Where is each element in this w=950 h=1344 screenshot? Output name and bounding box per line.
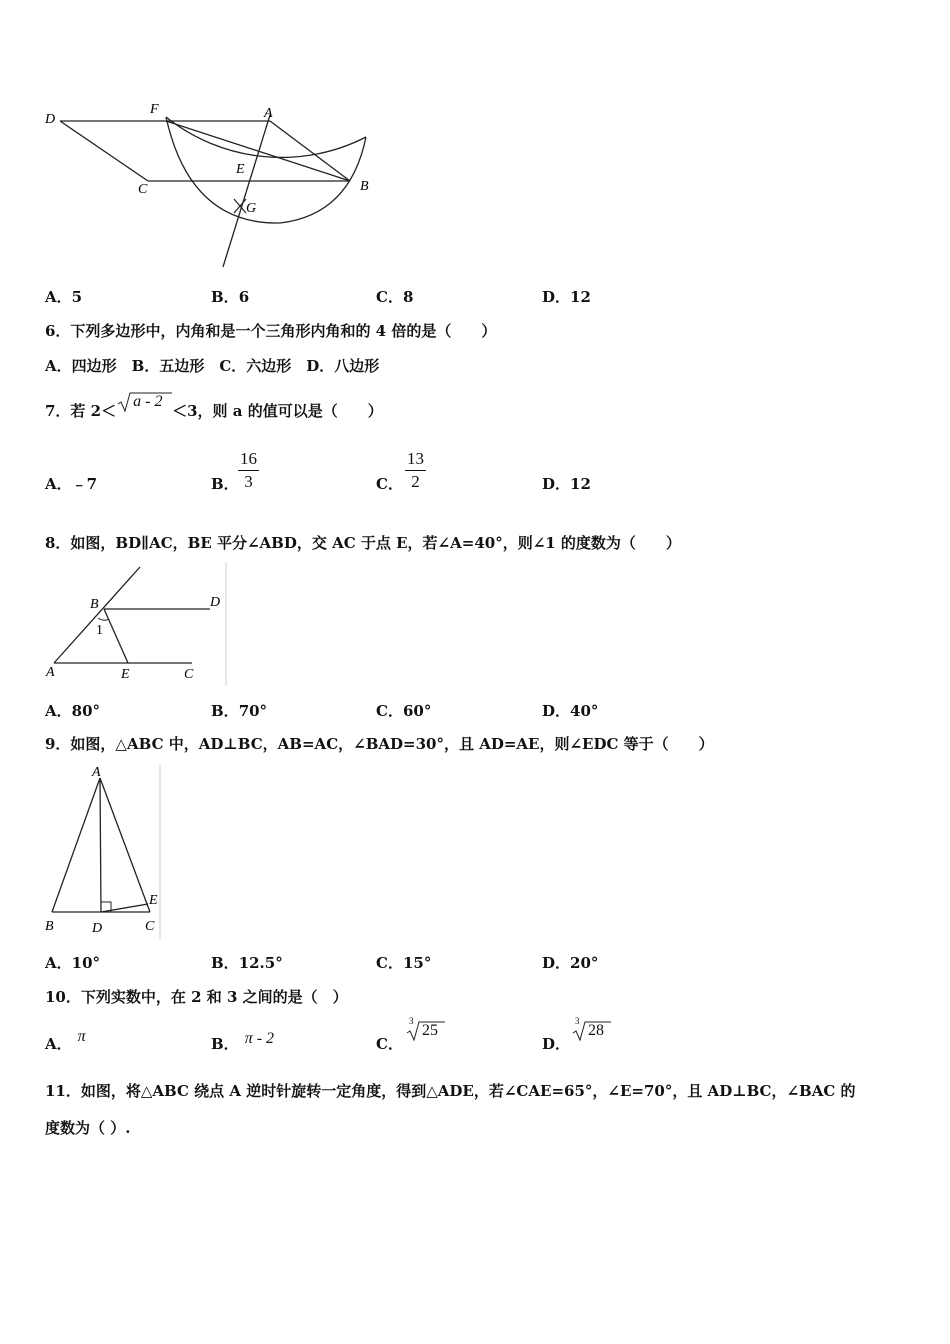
q8-option-d: D．40° xyxy=(542,702,599,720)
q5-line-FB xyxy=(166,121,350,181)
q8-option-a: A．80° xyxy=(45,702,101,720)
q10-option-b: B． π - 2 xyxy=(211,1030,275,1053)
q9-line-DE xyxy=(101,904,148,912)
q7-option-c-fraction: $\frac{13}{2}$ xyxy=(407,449,424,491)
q10-option-a: A． π xyxy=(45,1028,86,1053)
q5-label-G: G xyxy=(246,201,257,216)
q11-stem-line1: 11．如图，将△ABC 绕点 A 逆时针旋转一定角度，得到△ADE，若∠CAE=65°，∠E=70°，且 AD⊥BC，∠BAC 的 xyxy=(45,1082,856,1100)
q9-stem: 9．如图，△ABC 中，AD⊥BC，AB=AC，∠BAD=30°，且 AD=AE，则∠EDC 等于（ ） xyxy=(45,735,714,753)
q9-figure xyxy=(40,764,165,939)
q9-label-D: D xyxy=(92,921,103,936)
q8-stem: 8．如图，BD∥AC，BE 平分∠ABD，交 AC 于点 E，若∠A=40°，则∠1 的度数为（ ） xyxy=(45,534,681,552)
q10-option-d: D． xyxy=(542,1035,571,1053)
q6-options: A．四边形 B．五边形 C．六边形 D．八边形 xyxy=(45,357,380,375)
q5-figure xyxy=(40,95,380,275)
q8-label-1: 1 xyxy=(96,623,103,638)
q9-line-AB xyxy=(52,778,100,912)
q9-label-A: A xyxy=(92,765,101,780)
q11-stem-line2: 度数为（ ）. xyxy=(45,1119,131,1137)
q5-option-a: A．5 xyxy=(45,288,83,306)
q9-option-c: C．15° xyxy=(376,954,432,972)
sqrt-icon: a - 2 xyxy=(116,391,172,413)
q8-label-B: B xyxy=(90,597,99,612)
q9-option-a: A．10° xyxy=(45,954,101,972)
q10-option-c-cuberoot: 3 25 xyxy=(405,1018,445,1044)
q7-option-d: D．12 xyxy=(542,475,591,493)
q9-option-b: B．12.5° xyxy=(211,954,283,972)
q10-option-c: C． xyxy=(376,1035,403,1053)
q5-label-C: C xyxy=(138,182,148,197)
q7-stem: 7．若 2＜ a - 2 ＜3，则 a 的值可以是（ ） xyxy=(45,393,383,420)
q5-option-b: B．6 xyxy=(211,288,250,306)
q8-line-BE xyxy=(104,609,128,663)
q8-option-c: C．60° xyxy=(376,702,432,720)
q8-label-E: E xyxy=(121,667,130,682)
q8-label-D: D xyxy=(210,595,221,610)
q5-label-F: F xyxy=(150,102,159,117)
q6-stem: 6．下列多边形中，内角和是一个三角形内角和的 4 倍的是（ ） xyxy=(45,322,497,340)
q9-label-C: C xyxy=(145,919,155,934)
q5-line-AG xyxy=(223,115,270,267)
q5-label-D: D xyxy=(45,112,56,127)
q7-option-b-fraction: $\frac{16}{3}$ xyxy=(240,449,257,491)
q5-label-E: E xyxy=(236,162,245,177)
q8-label-A: A xyxy=(46,665,55,680)
q9-line-AC xyxy=(100,778,150,912)
q7-option-a: A．﹣7 xyxy=(45,475,98,493)
q5-option-c: C．8 xyxy=(376,288,414,306)
q5-arc xyxy=(166,117,366,157)
q5-line-AB xyxy=(270,121,350,181)
q9-option-d: D．20° xyxy=(542,954,599,972)
q9-line-AD xyxy=(100,778,101,912)
q10-option-d-cuberoot: 3 28 xyxy=(571,1018,611,1044)
q5-line-DC xyxy=(60,121,148,181)
q8-line-AB-ext xyxy=(54,567,140,663)
q10-stem: 10．下列实数中，在 2 和 3 之间的是（ ） xyxy=(45,988,348,1006)
q9-label-E: E xyxy=(149,893,158,908)
q5-label-B: B xyxy=(360,179,369,194)
q5-label-A: A xyxy=(264,106,273,121)
q8-option-b: B．70° xyxy=(211,702,268,720)
q5-option-d: D．12 xyxy=(542,288,591,306)
q7-option-c: C． xyxy=(376,475,403,493)
q8-figure xyxy=(42,562,232,686)
q7-option-b: B． xyxy=(211,475,239,493)
q8-label-C: C xyxy=(184,667,194,682)
q9-label-B: B xyxy=(45,919,54,934)
